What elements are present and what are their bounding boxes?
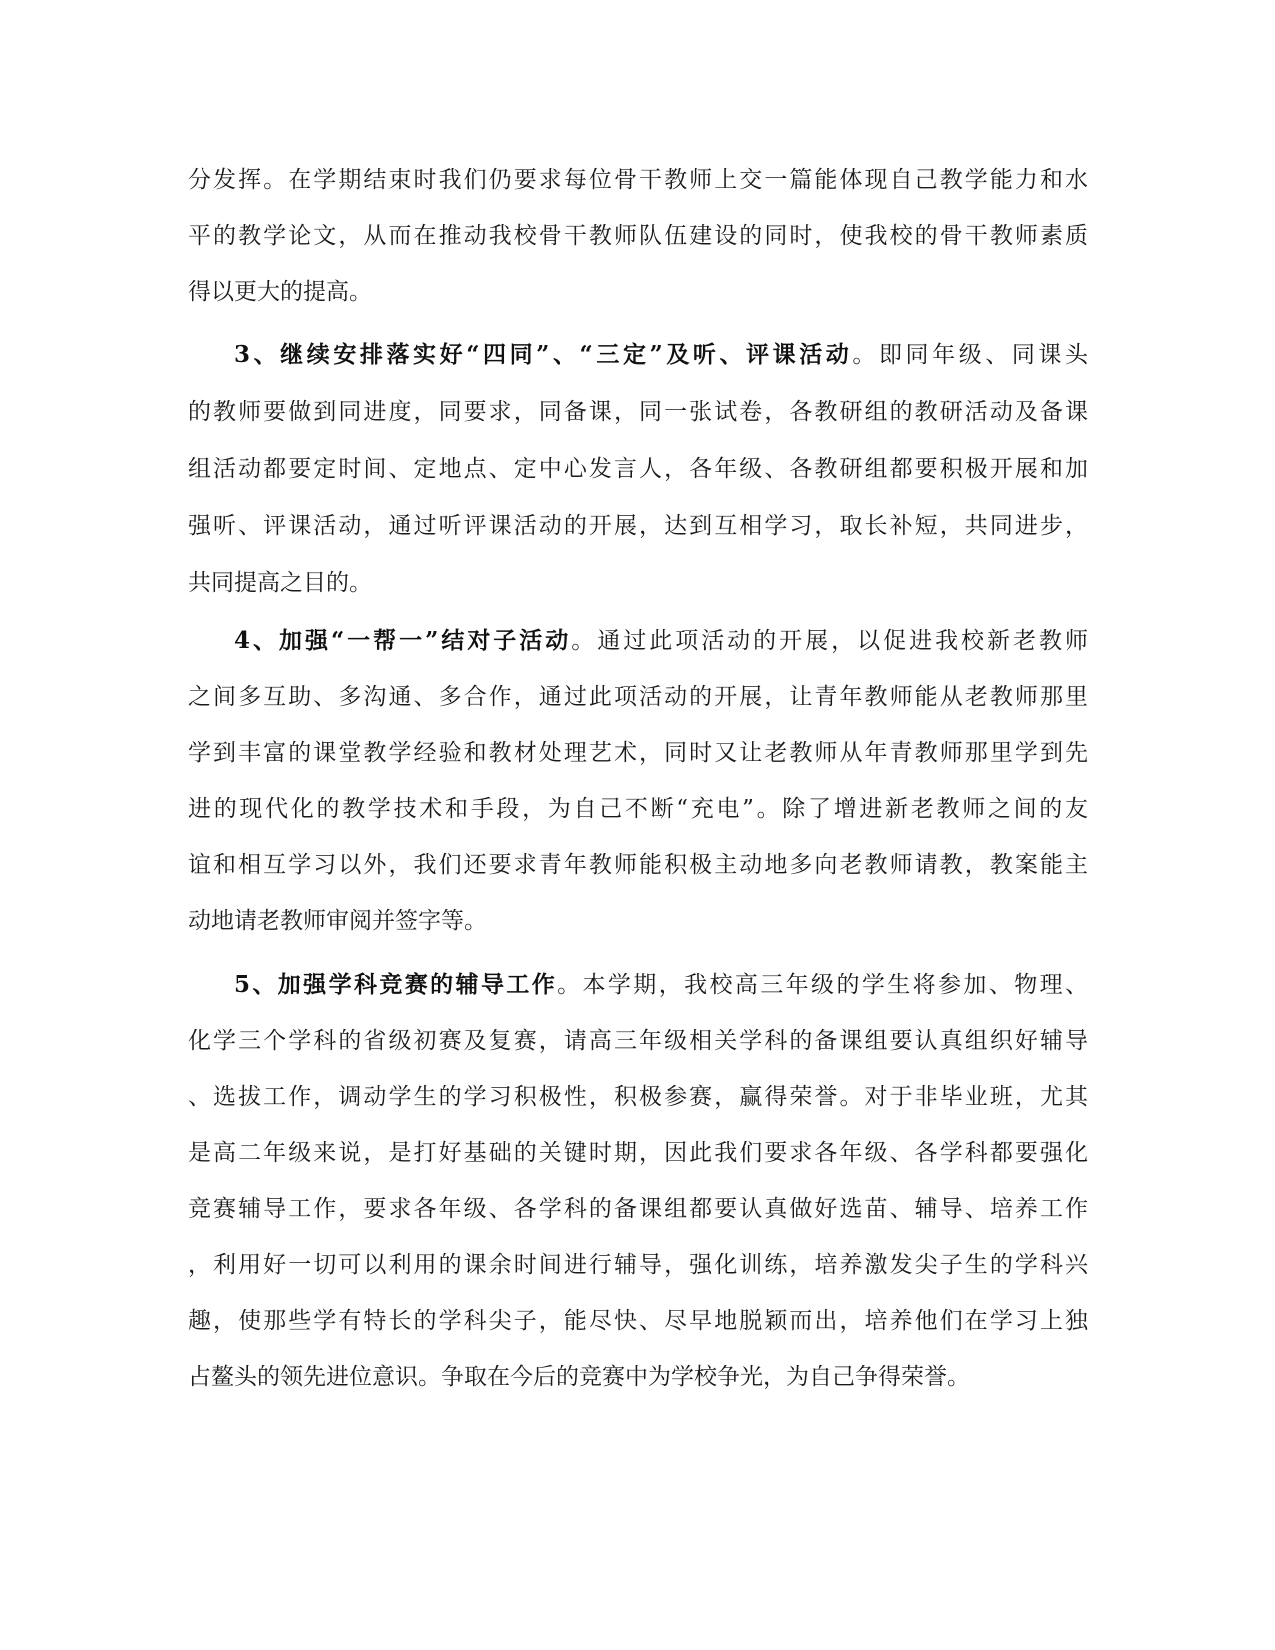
- section-5-first-line-text: 。本学期，我校高三年级的学生将参加、物理、: [557, 972, 1088, 998]
- paragraph-line: 竞赛辅导工作，要求各年级、各学科的备课组都要认真做好选苗、辅导、培养工作: [188, 1196, 1088, 1222]
- paragraph-line: 共同提高之目的。: [188, 570, 372, 596]
- section-3-heading: 3、继续安排落实好“四同”、“三定”及听、评课活动: [234, 341, 853, 368]
- paragraph-line: 组活动都要定时间、定地点、定中心发言人，各年级、各教研组都要积极开展和加: [188, 456, 1088, 482]
- paragraph-line: 强听、评课活动，通过听评课活动的开展，达到互相学习，取长补短，共同进步，: [188, 513, 1088, 539]
- paragraph-line: 谊和相互学习以外，我们还要求青年教师能积极主动地多向老教师请教，教案能主: [188, 852, 1088, 878]
- paragraph-line: 趣，使那些学有特长的学科尖子，能尽快、尽早地脱颖而出，培养他们在学习上独: [188, 1308, 1088, 1334]
- paragraph-line: 进的现代化的教学技术和手段，为自己不断“充电”。除了增进新老教师之间的友: [188, 796, 1088, 822]
- paragraph-line: 学到丰富的课堂教学经验和教材处理艺术，同时又让老教师从年青教师那里学到先: [188, 740, 1088, 766]
- paragraph-line: 、选拔工作，调动学生的学习积极性，积极参赛，赢得荣誉。对于非毕业班，尤其: [188, 1084, 1088, 1110]
- paragraph-line: 平的教学论文，从而在推动我校骨干教师队伍建设的同时，使我校的骨干教师素质: [188, 223, 1088, 249]
- section-5-heading: 5、加强学科竞赛的辅导工作: [234, 971, 558, 998]
- section-4-first-line: [188, 623, 1088, 659]
- paragraph-line: 的教师要做到同进度，同要求，同备课，同一张试卷，各教研组的教研活动及备课: [188, 399, 1088, 425]
- paragraph-line: 动地请老教师审阅并签字等。: [188, 908, 487, 934]
- section-4-first-line-text: 。通过此项活动的开展，以促进我校新老教师: [571, 628, 1088, 654]
- paragraph-line: ，利用好一切可以利用的课余时间进行辅导，强化训练，培养激发尖子生的学科兴: [188, 1252, 1088, 1278]
- section-5-first-line: [188, 967, 1088, 1003]
- paragraph-line: 占鳌头的领先进位意识。争取在今后的竞赛中为学校争光，为自己争得荣誉。: [188, 1364, 970, 1390]
- section-3-first-line-text: 。即同年级、同课头: [852, 342, 1088, 368]
- paragraph-line: 之间多互助、多沟通、多合作，通过此项活动的开展，让青年教师能从老教师那里: [188, 684, 1088, 710]
- paragraph-line: 化学三个学科的省级初赛及复赛，请高三年级相关学科的备课组要认真组织好辅导: [188, 1028, 1088, 1054]
- paragraph-line: 分发挥。在学期结束时我们仍要求每位骨干教师上交一篇能体现自己教学能力和水: [188, 167, 1088, 193]
- section-3-first-line: [188, 337, 1088, 373]
- paragraph-line: 得以更大的提高。: [188, 279, 372, 305]
- section-4-heading: 4、加强“一帮一”结对子活动: [234, 627, 572, 654]
- paragraph-line: 是高二年级来说，是打好基础的关键时期，因此我们要求各年级、各学科都要强化: [188, 1140, 1088, 1166]
